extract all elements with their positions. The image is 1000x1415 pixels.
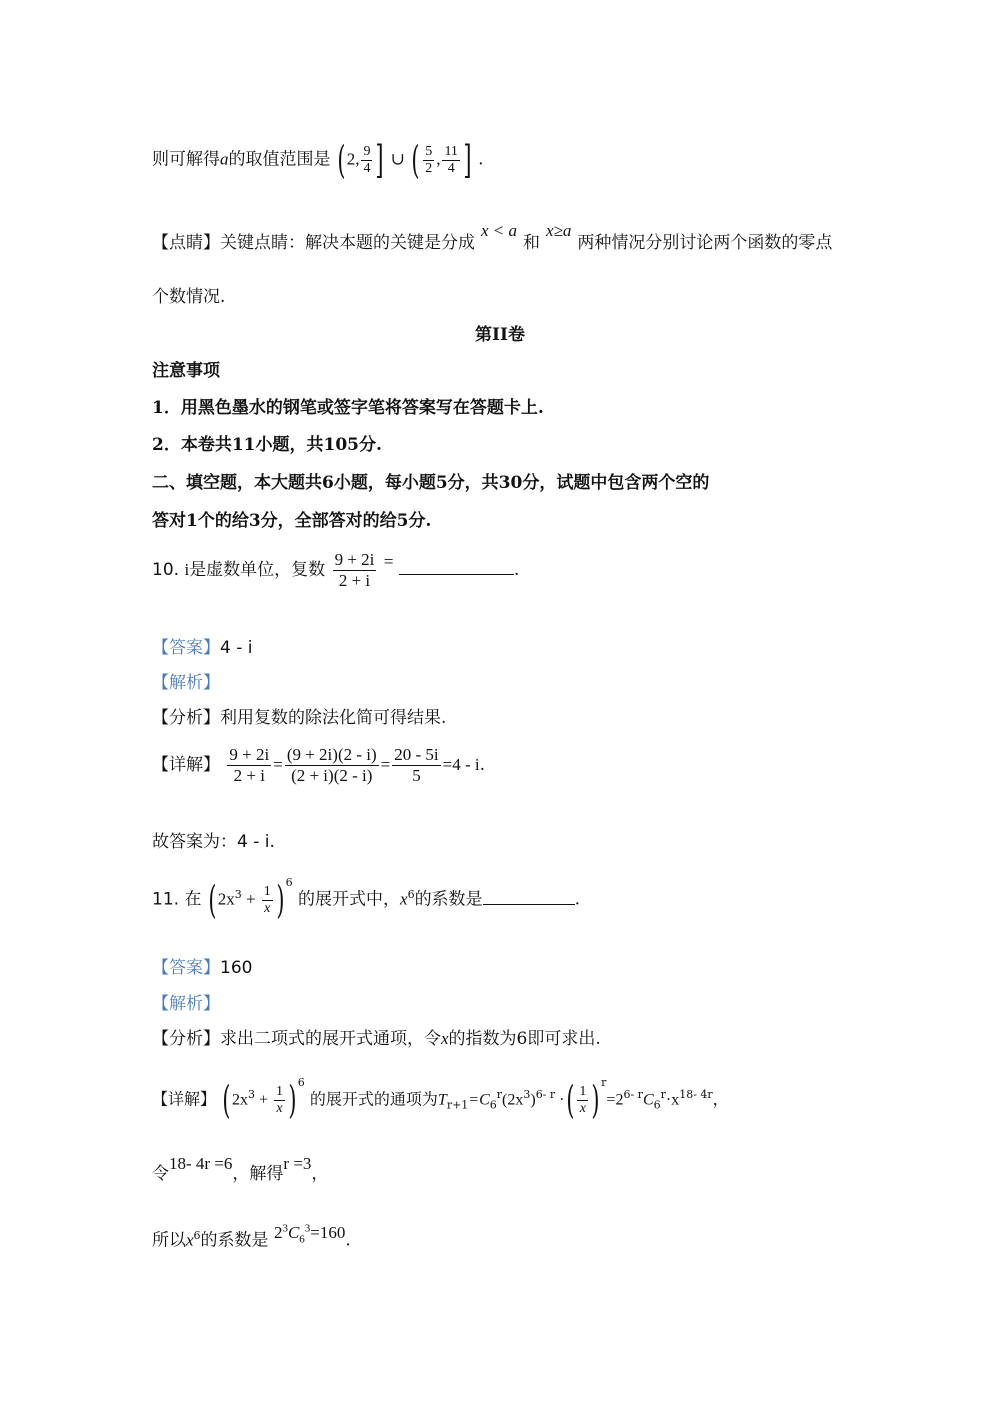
dianjing-tag: 【点睛】 <box>152 233 220 253</box>
answer-value: 160 <box>220 958 253 978</box>
fraction: $\frac{1}{x}$ <box>579 1083 587 1116</box>
notice-2: 2．本卷共11小题，共105分. <box>152 435 382 455</box>
union-symbol: ∪ <box>390 149 405 169</box>
fraction: $\frac{20 - 5i}{5}$ <box>394 745 439 785</box>
left-bracket: ( <box>337 138 346 182</box>
question-number: 10. <box>152 560 180 580</box>
fenxi-tag: 【分析】 <box>152 1029 220 1049</box>
q10-conclusion: 故答案为：4 - i. <box>152 832 275 852</box>
q11-solve-line: 令18- 4r =6，解得r =3， <box>152 1154 329 1184</box>
question-number: 11. <box>152 889 180 910</box>
answer-tag: 【答案】 <box>152 638 220 658</box>
notice-title: 注意事项 <box>152 361 220 381</box>
fraction: $\frac{11}{4}$ <box>444 143 458 176</box>
notice-1: 1．用黑色墨水的钢笔或签字笔将答案写在答题卡上. <box>152 398 544 418</box>
dianjing-line: 【点睛】关键点睛：解决本题的关键是分成x < a和x≥a两种情况分别讨论两个函数的零点 <box>152 221 833 253</box>
right-bracket: ] <box>375 138 384 182</box>
answer-tag: 【答案】 <box>152 958 220 978</box>
range-line: 则可解得a的取值范围是 (2, $\frac{9}{4}$ ] ∪ ( $\frac{5}{2}$ , $\frac{11}{4}$ ] . <box>152 138 484 182</box>
q10-jiexi-tag: 【解析】 <box>152 673 220 693</box>
dianjing-line-2: 个数情况. <box>152 287 226 307</box>
fraction: $\frac{1}{x}$ <box>263 883 271 916</box>
q10-answer <box>152 637 252 659</box>
var-a: a <box>220 149 229 169</box>
q11-jiexi-tag: 【解析】 <box>152 994 220 1014</box>
q11-result-line: 所以$x^6$的系数是 $2^3C_6^3=160$. <box>152 1222 351 1251</box>
fraction: $\frac{(9 + 2i)(2 - i)}{(2 + i)(2 - i)}$ <box>286 745 377 785</box>
section-title: 第II卷 <box>475 325 525 345</box>
q11-xiangjie: 【详解】 ($2x^3$ + $\frac{1}{x}$ )$^6$ 的展开式的通项为$T_{r+1}=C_6^r(2x^3)^{6- r}$ ·( $\frac{1}{x}$ )$^r=2^{6- r}C_6^r\cdot x^{18- 4r}$， <box>152 1076 729 1122</box>
q11-answer <box>152 957 252 979</box>
q10-xiangjie: 【详解】 $\frac{9 + 2i}{2 + i}$ = $\frac{(9 + 2i)(2 - i)}{(2 + i)(2 - i)}$ = $\frac{20 - 5i}{5}$ =4 - i. <box>152 745 486 785</box>
text: 的取值范围是 <box>228 149 331 170</box>
answer-blank <box>399 558 514 575</box>
part2-line-2: 答对1个的给3分，全部答对的给5分. <box>152 511 432 531</box>
question-10: 10. i是虚数单位，复数 $\frac{9 + 2i}{2 + i}$ = . <box>152 550 520 590</box>
text: 则可解得 <box>152 149 220 170</box>
condition-1: x < a <box>481 221 518 240</box>
fenxi-tag: 【分析】 <box>152 708 220 728</box>
interval1-left: 2, <box>346 149 360 169</box>
fraction: $\frac{9 + 2i}{2 + i}$ <box>229 745 270 785</box>
answer-value: 4 - i <box>220 638 253 658</box>
xiangjie-tag: 【详解】 <box>152 755 220 775</box>
right-bracket: ] <box>463 138 472 182</box>
answer-blank <box>483 888 575 905</box>
part2-line-1: 二、填空题，本大题共6小题，每小题5分，共30分，试题中包含两个空的 <box>152 473 710 493</box>
fraction: $\frac{9 + 2i}{2 + i}$ <box>334 550 375 590</box>
q10-fenxi: 【分析】利用复数的除法化简可得结果. <box>152 708 447 728</box>
fraction: $\frac{1}{x}$ <box>275 1083 283 1116</box>
fraction: $\frac{9}{4}$ <box>363 143 371 176</box>
fraction: $\frac{5}{2}$ <box>425 143 433 176</box>
q11-fenxi: 【分析】求出二项式的展开式通项，令x的指数为6即可求出. <box>152 1029 601 1049</box>
xiangjie-tag: 【详解】 <box>152 1089 217 1109</box>
question-11: 11. 在 ($2x^3$ + $\frac{1}{x}$ )$^6$ 的展开式中，$x^6$的系数是 . <box>152 875 580 922</box>
left-bracket: ( <box>411 138 420 182</box>
condition-2: x≥a <box>546 221 572 240</box>
